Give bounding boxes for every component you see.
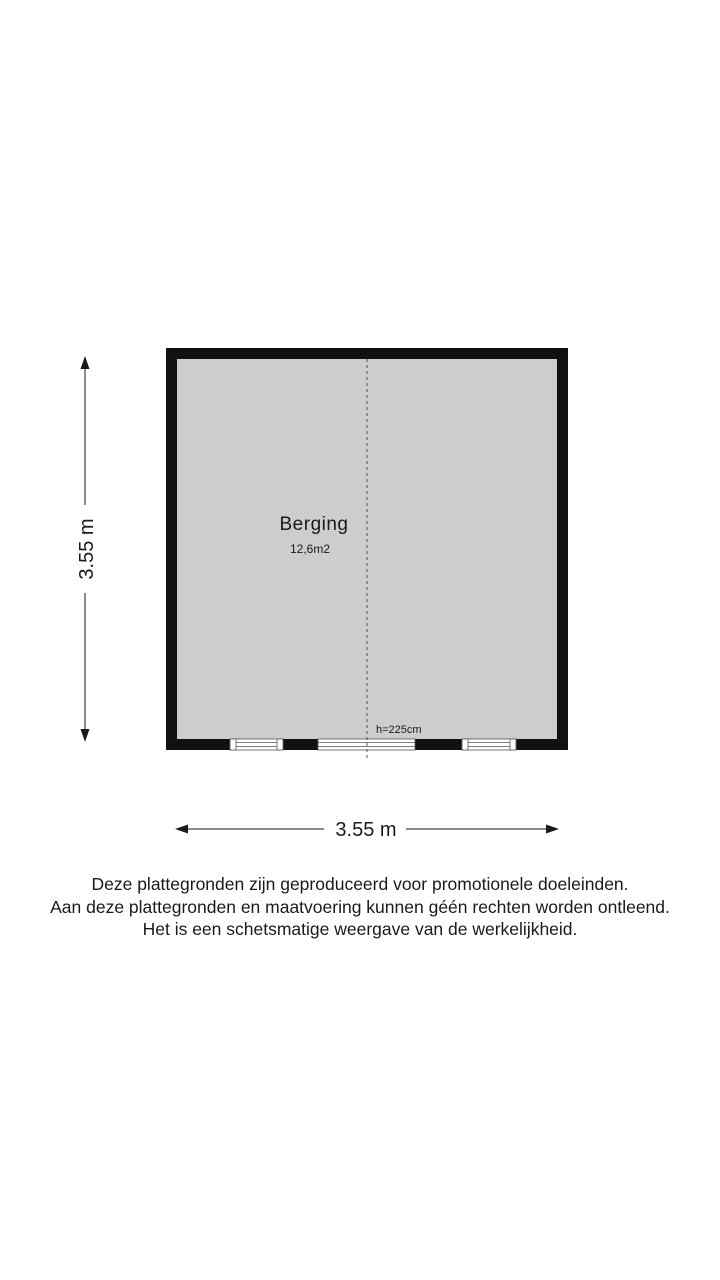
room-name: Berging [279,514,349,535]
horizontal-dimension [175,819,559,841]
arrow-up-icon [81,356,90,369]
disclaimer [0,873,720,941]
room-height: h=225cm [376,724,422,736]
vertical-dimension-label: 3.55 m [76,518,98,580]
window-right [462,739,516,750]
horizontal-dimension-label: 3.55 m [335,819,397,841]
vertical-dimension [76,356,98,742]
window-center [318,739,415,750]
room-area: 12,6m2 [289,542,331,556]
disclaimer-line-1: Deze plattegronden zijn geproduceerd voor promotionele doeleinden. [91,874,629,894]
disclaimer-line-3: Het is een schetsmatige weergave van de werkelijkheid. [142,919,578,939]
disclaimer-line-2: Aan deze plattegronden en maatvoering kunnen géén rechten worden ontleend. [50,896,670,917]
window-left [230,739,283,750]
arrow-left-icon [175,825,188,834]
arrow-right-icon [546,825,559,834]
arrow-down-icon [81,729,90,742]
